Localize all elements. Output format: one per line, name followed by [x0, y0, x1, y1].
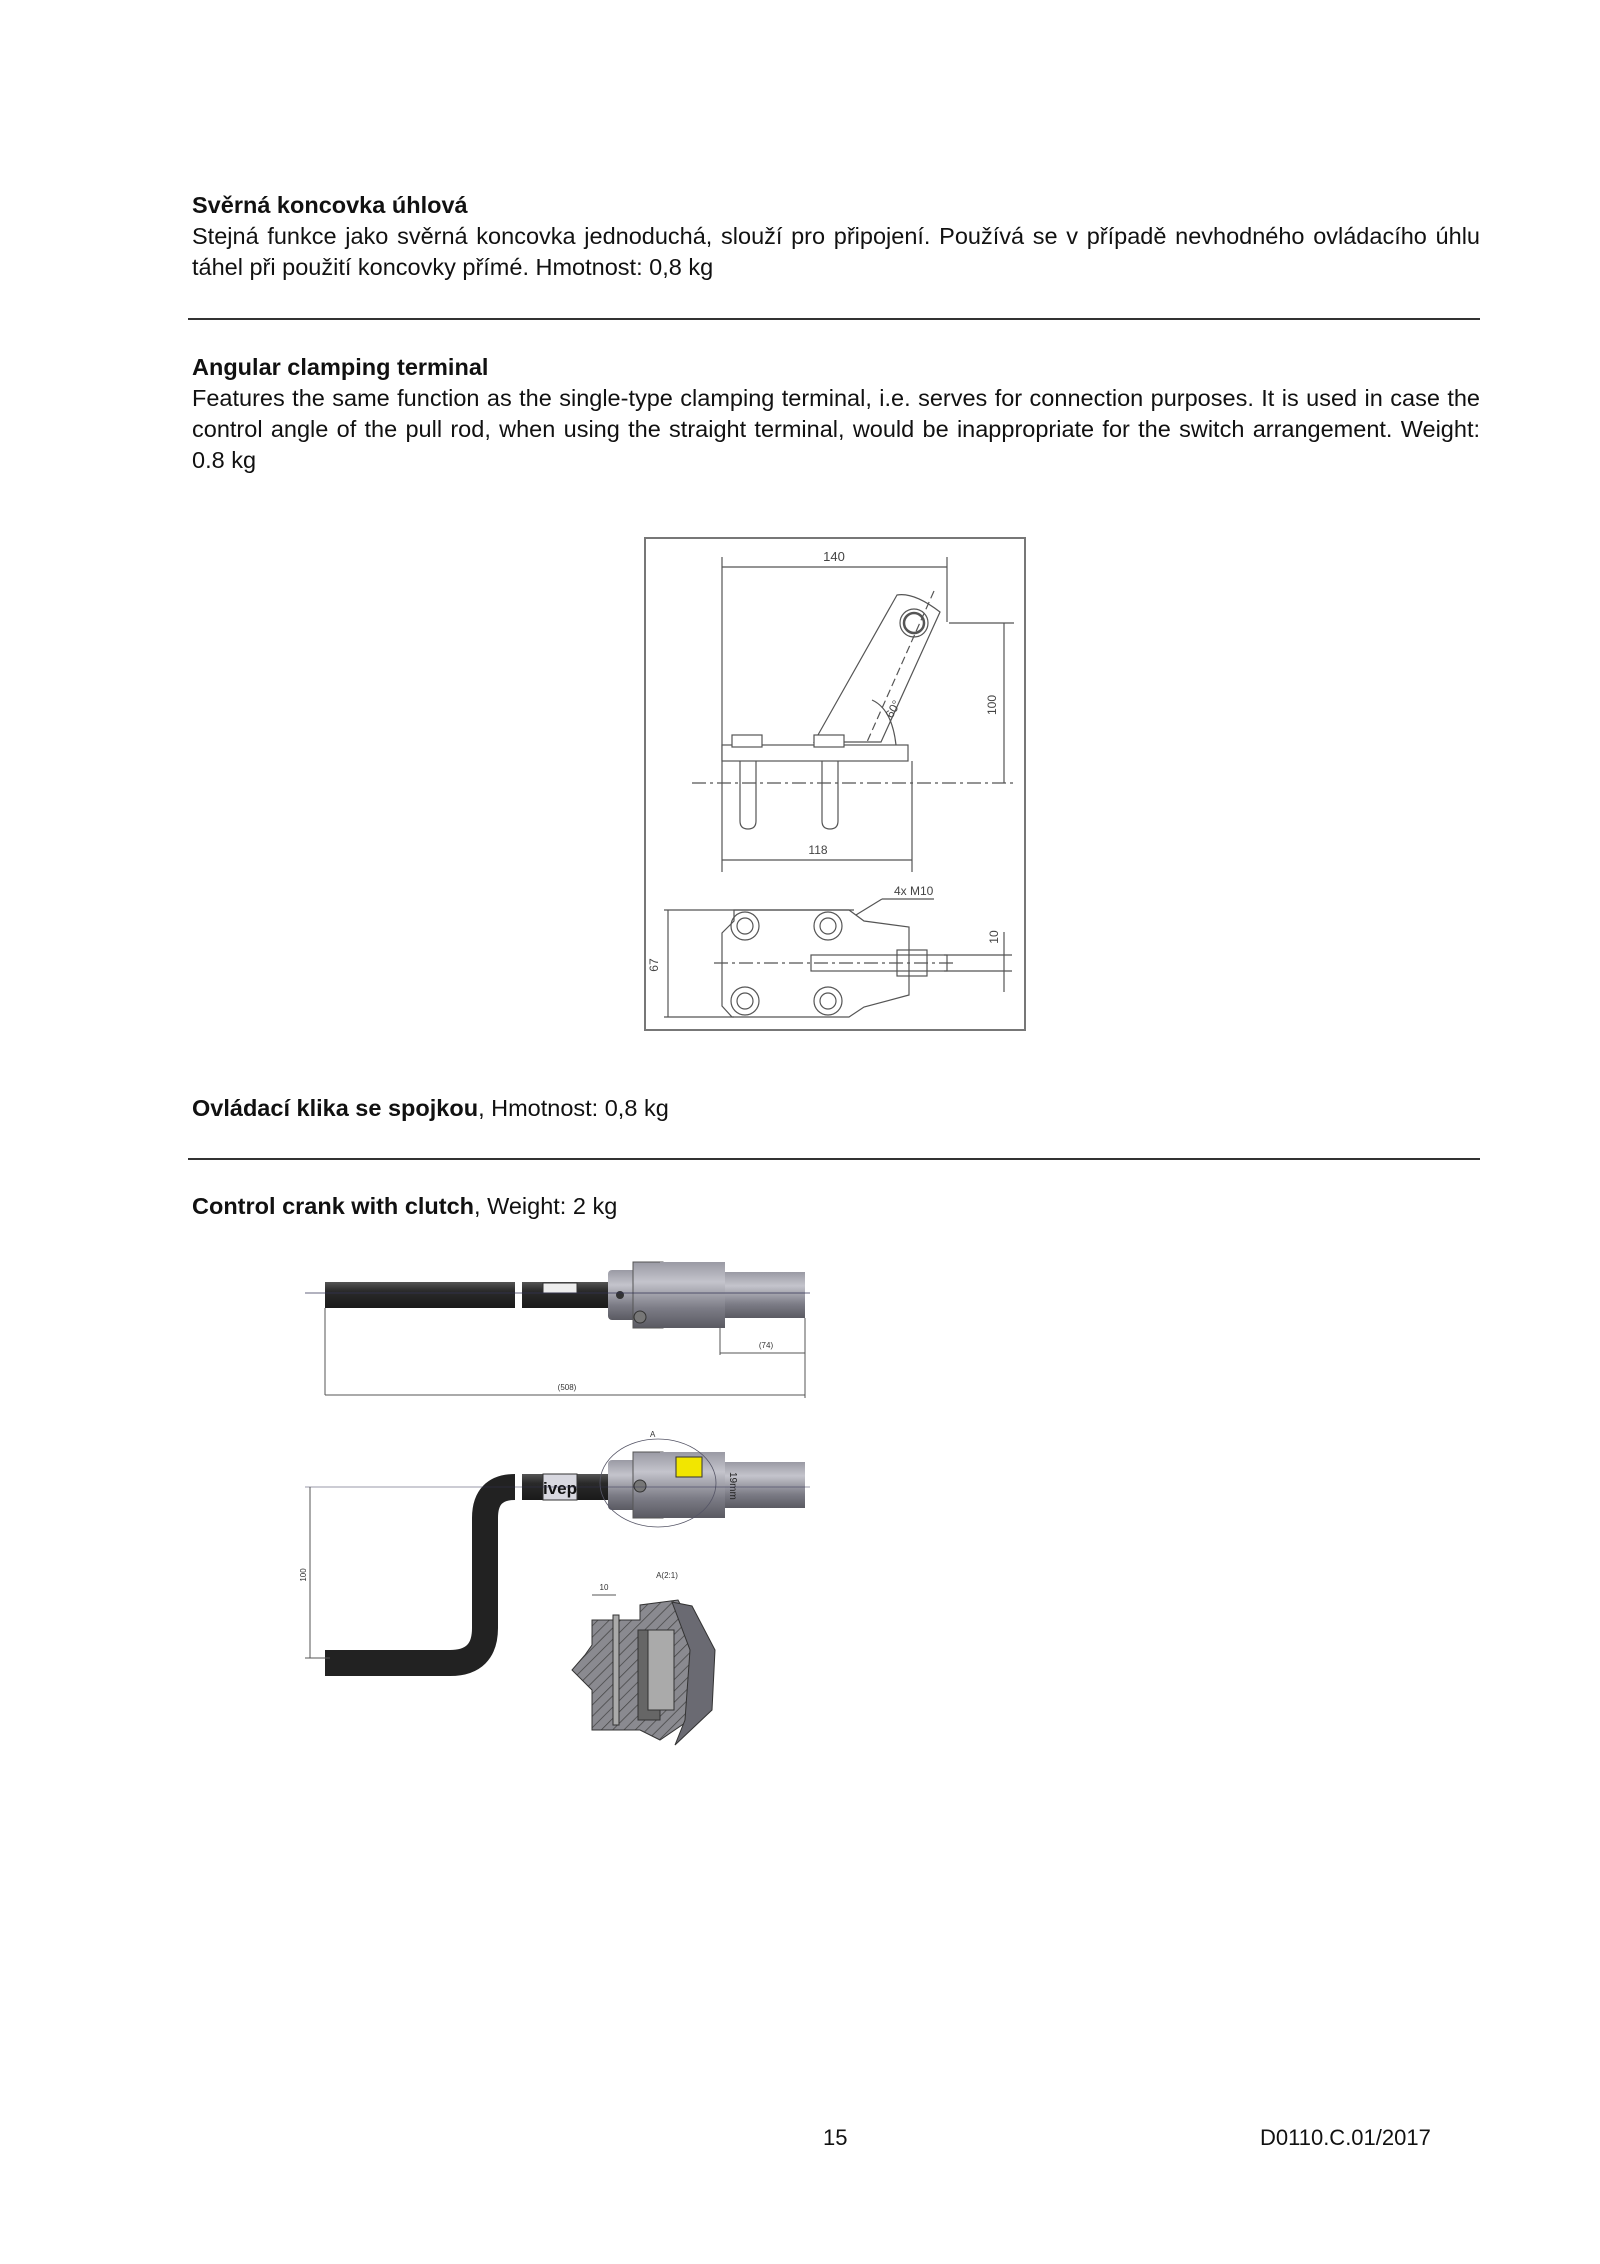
dim-height: 100: [985, 694, 999, 716]
control-crank-drawing: [300, 1250, 1360, 1950]
section-title: Ovládací klika se spojkou: [192, 1095, 479, 1121]
dim-10: 10: [599, 1583, 609, 1592]
section-cz-control-crank: [192, 1093, 1480, 1124]
section-text: , Hmotnost: 0,8 kg: [478, 1095, 669, 1121]
section-text: Stejná funkce jako svěrná koncovka jednoduchá, slouží pro připojení. Používá se v případě nevhodného ovládacího úhlu táhel při použití koncovky přímé. Hmotnost: 0,8 kg: [192, 223, 1480, 280]
section-text: Features the same function as the single-type clamping terminal, i.e. serves for connection purposes. It is used in case the control angle of the pull rod, when using the straight terminal, would be inappropriate for the switch arrangement. Weight: 0.8 kg: [192, 385, 1480, 473]
dim-508: (508): [557, 1383, 577, 1392]
section-cz-angular-terminal: [192, 190, 1480, 283]
section-title: Angular clamping terminal: [192, 354, 489, 380]
section-en-angular-terminal: [192, 352, 1480, 476]
section-title: Svěrná koncovka úhlová: [192, 192, 468, 218]
dim-base: 118: [808, 843, 828, 857]
dim-width: 140: [823, 549, 845, 564]
brand-label: ivep: [542, 1479, 578, 1498]
divider: [188, 1158, 1480, 1160]
detail-mark: A: [650, 1430, 656, 1439]
angular-terminal-drawing: [644, 537, 1026, 1031]
dim-74: (74): [758, 1341, 774, 1350]
document-code: D0110.C.01/2017: [1260, 2125, 1431, 2150]
section-en-control-crank: [192, 1191, 1480, 1222]
page-number: 15: [823, 2125, 848, 2150]
section-text: , Weight: 2 kg: [474, 1193, 618, 1219]
size-label: 19mm: [727, 1472, 738, 1500]
dim-angle: 60°: [882, 697, 904, 721]
dim-depth: 67: [647, 958, 661, 972]
section-title: Control crank with clutch: [192, 1193, 475, 1219]
dim-slot: 10: [987, 930, 1001, 944]
dim-bolts: 4x M10: [894, 884, 934, 898]
divider: [188, 318, 1480, 320]
detail-title: A(2:1): [656, 1571, 678, 1580]
dim-offset: 100: [299, 1568, 308, 1582]
